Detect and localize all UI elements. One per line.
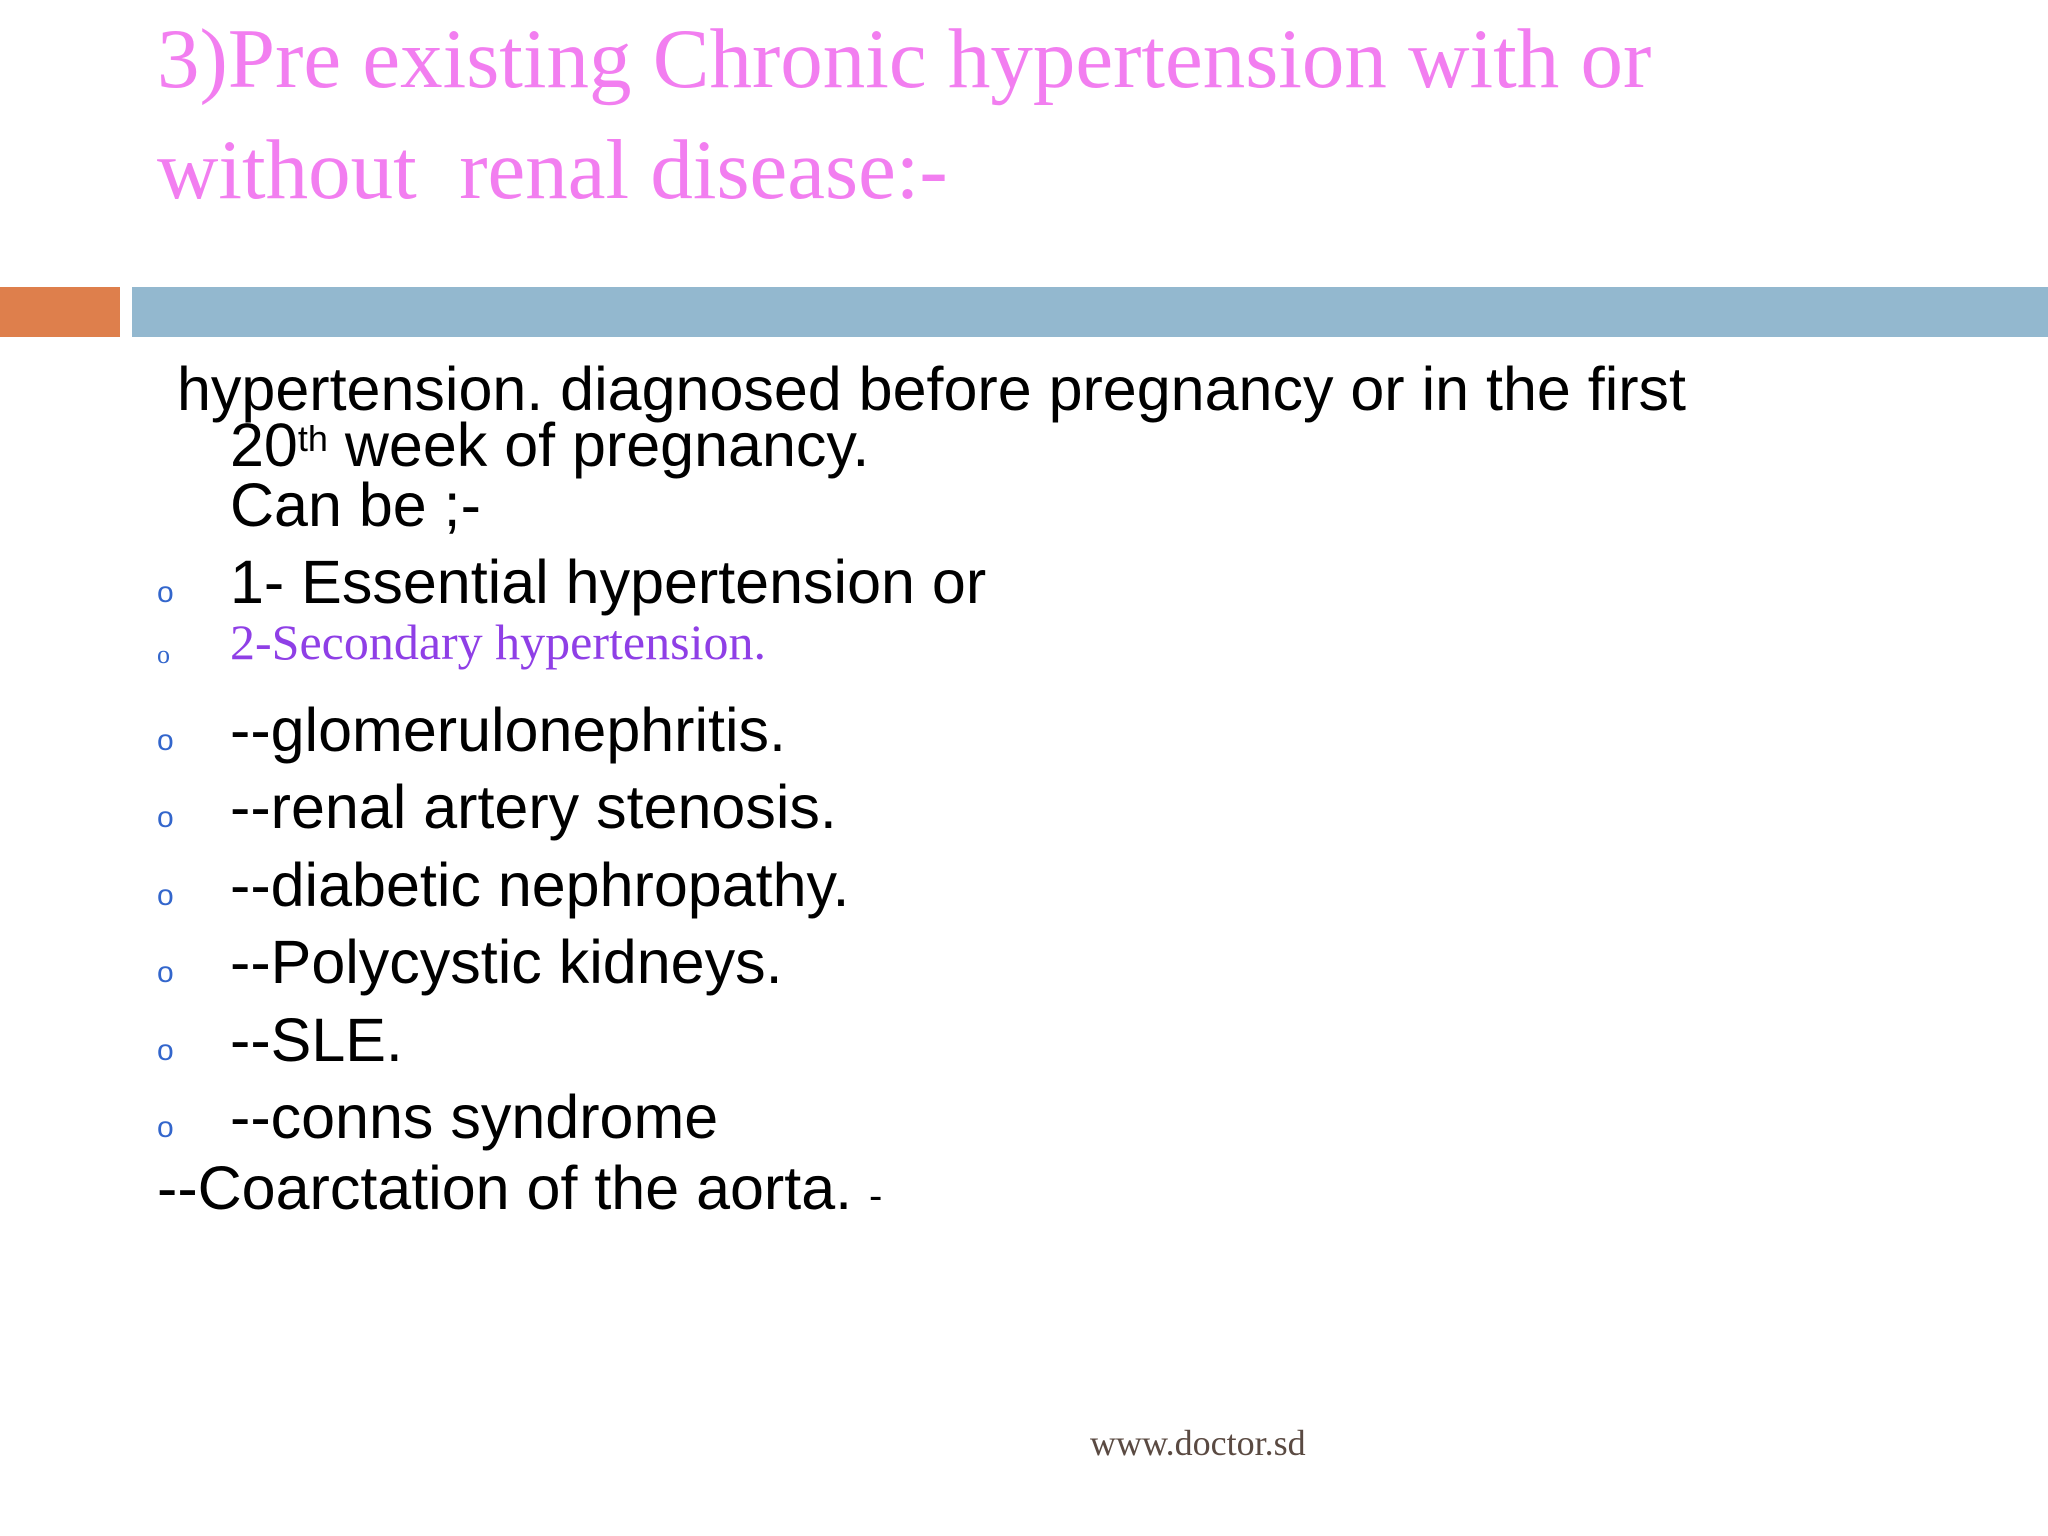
intro-text: hypertension. diagnosed before pregnancy or in the first: [177, 355, 1687, 423]
list-item-text: --SLE.: [230, 1006, 403, 1074]
bullet-circle-icon: o: [157, 640, 170, 669]
intro-subline: [230, 413, 869, 477]
list-item-text: --glomerulonephritis.: [230, 696, 786, 764]
list-item: [0, 688, 2048, 766]
final-dash: -: [869, 1174, 883, 1218]
bullet-circle-icon: o: [157, 801, 174, 834]
week-ordinal-suffix: th: [297, 418, 328, 459]
bullet-circle-icon: o: [157, 1111, 174, 1144]
list-item-text: --diabetic nephropathy.: [230, 851, 850, 919]
header-rule-bar: [132, 287, 2048, 337]
bullet-circle-icon: o: [157, 724, 174, 757]
bullet-circle-icon: o: [157, 576, 174, 609]
list-item: [0, 843, 2048, 921]
week-text: week of pregnancy.: [327, 411, 870, 479]
list-item-text: --Polycystic kidneys.: [230, 928, 783, 996]
bullet-circle-icon: o: [157, 1034, 174, 1067]
list-item-text: 1- Essential hypertension or: [230, 548, 987, 616]
slide-title: [157, 4, 1957, 226]
list-item: [0, 998, 2048, 1076]
list-item-text: --conns syndrome: [230, 1083, 719, 1151]
title-line-1: 3)Pre existing Chronic hypertension with or: [157, 12, 1652, 106]
final-list-line: [157, 1152, 882, 1232]
bullet-circle-icon: o: [157, 956, 174, 989]
list-item: [0, 765, 2048, 843]
list-item: [0, 1075, 2048, 1153]
title-line-2: without renal disease:-: [157, 123, 948, 217]
list-item-text: --renal artery stenosis.: [230, 773, 837, 841]
final-line-text: --Coarctation of the aorta.: [157, 1154, 870, 1222]
accent-block: [0, 287, 120, 337]
week-number: 20: [230, 411, 298, 479]
can-be-label: Can be ;-: [230, 471, 481, 539]
list-item: [0, 920, 2048, 998]
bullet-circle-icon: o: [157, 879, 174, 912]
list-item-text: 2-Secondary hypertension.: [230, 614, 766, 670]
footer-website: www.doctor.sd: [1090, 1423, 1306, 1463]
list-item: [0, 606, 2048, 684]
